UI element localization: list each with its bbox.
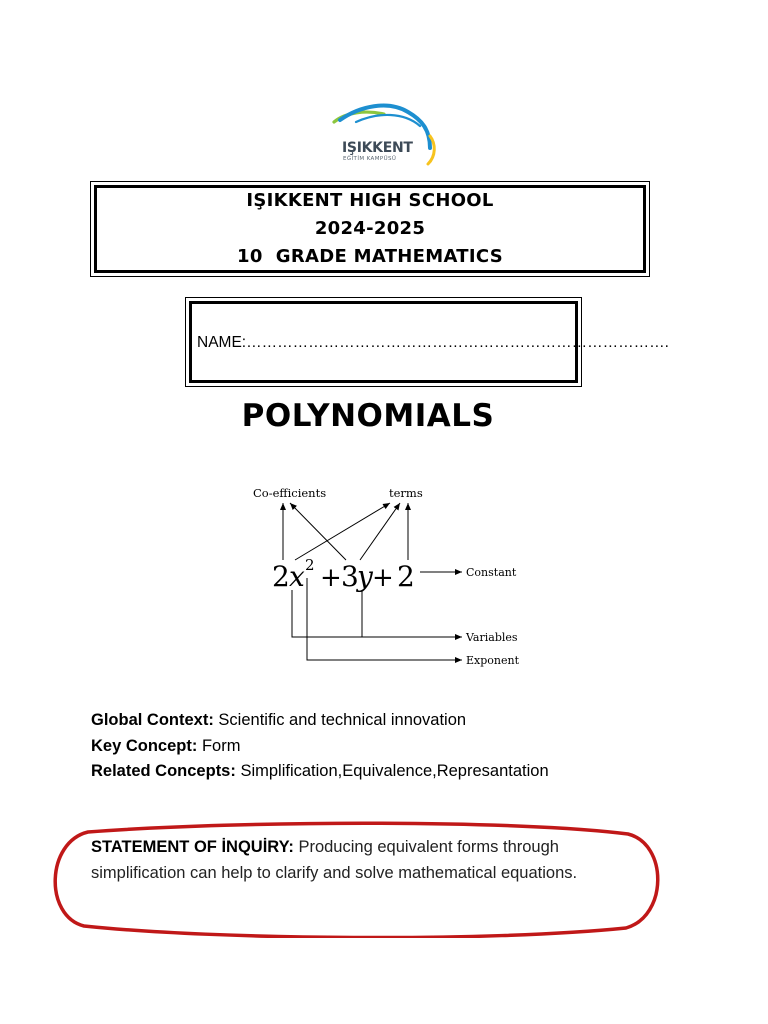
- header-box: [90, 181, 650, 277]
- label-exponent: Exponent: [466, 654, 519, 667]
- expr-plus2: +: [372, 563, 394, 593]
- key-concept-value: Form: [197, 736, 241, 755]
- polynomial-diagram-svg: [250, 478, 520, 678]
- label-variables: Variables: [466, 631, 518, 644]
- concepts-list: [91, 708, 549, 785]
- global-context-label: Global Context:: [91, 711, 214, 729]
- related-concepts-label: Related Concepts:: [91, 762, 236, 780]
- expr-plus1: +: [320, 563, 342, 593]
- global-context-row: [91, 708, 549, 734]
- expr-coef1: 2: [272, 560, 290, 593]
- course-title: 10 GRADE MATHEMATICS: [237, 246, 503, 267]
- inquiry-label: STATEMENT OF İNQUİRY:: [91, 838, 294, 856]
- label-constant: Constant: [466, 566, 517, 579]
- name-field[interactable]: NAME:……………………………………………………………………….: [197, 334, 669, 351]
- related-concepts-row: [91, 759, 549, 785]
- label-terms: terms: [389, 486, 423, 500]
- expr-var2: y: [357, 560, 373, 593]
- arrow-term1-up: [295, 503, 390, 560]
- statement-of-inquiry: [91, 834, 651, 886]
- key-concept-label: Key Concept:: [91, 736, 198, 755]
- inquiry-body: Producing equivalent forms through simplification can help to clarify and solve mathematical equations.: [91, 838, 578, 882]
- logo-subtitle: EĞİTİM KAMPÜSÜ: [343, 156, 397, 162]
- related-concepts-value: Simplification,Equivalence,Represantation: [235, 762, 549, 780]
- global-context-value: Scientific and technical innovation: [213, 711, 467, 729]
- logo-wordmark: IŞIKKENT: [342, 140, 413, 156]
- header-inner-border: [94, 185, 646, 273]
- expr-coef2: 3: [341, 560, 359, 593]
- expr-const: 2: [397, 560, 415, 593]
- arrow-coef2-up: [290, 503, 346, 560]
- school-logo: [326, 100, 446, 170]
- label-coefficients: Co-efficients: [253, 486, 327, 500]
- name-inner-border: [189, 301, 669, 383]
- expr-var1: x: [289, 560, 305, 593]
- school-name: IŞIKKENT HIGH SCHOOL: [246, 190, 494, 211]
- arrow-term2-up: [360, 503, 400, 560]
- polynomial-diagram: [250, 478, 520, 678]
- key-concept-row: [91, 734, 549, 760]
- expr-exp1: 2: [305, 556, 315, 574]
- name-box: [185, 297, 669, 387]
- arrow-variables: [292, 590, 462, 637]
- school-year: 2024-2025: [314, 218, 426, 239]
- page-title: POLYNOMIALS: [241, 398, 495, 434]
